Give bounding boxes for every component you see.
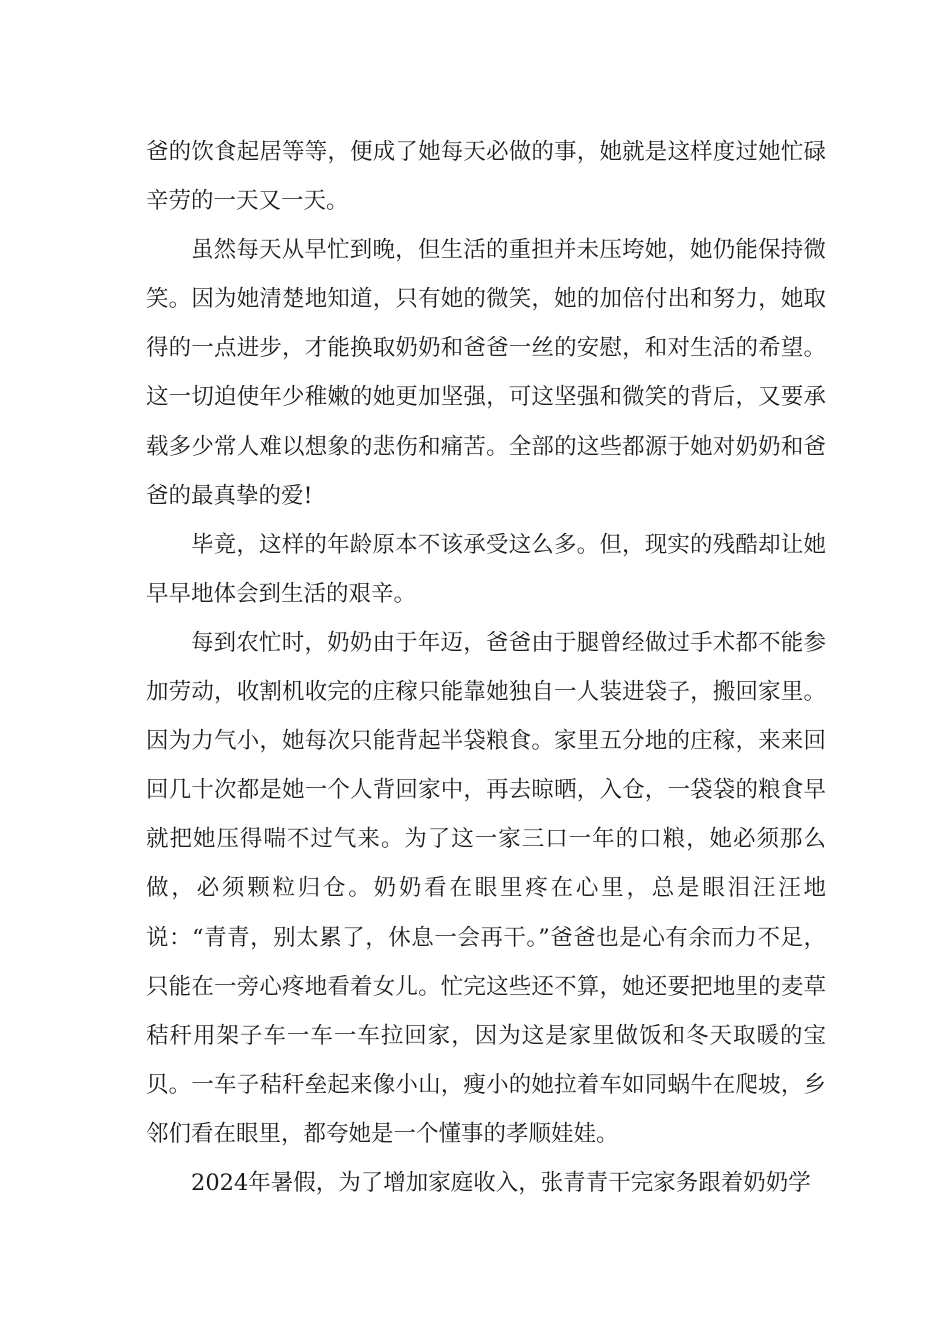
paragraph-1: 爸的饮食起居等等，便成了她每天必做的事，她就是这样度过她忙碌辛劳的一天又一天。 bbox=[146, 139, 826, 215]
paragraph-3: 毕竟，这样的年龄原本不该承受这么多。但，现实的残酷却让她早早地体会到生活的艰辛。 bbox=[146, 531, 826, 607]
paragraph-5: 2024年暑假，为了增加家庭收入，张青青干完家务跟着奶奶学 bbox=[191, 1169, 811, 1196]
paragraph-2: 虽然每天从早忙到晚，但生活的重担并未压垮她，她仍能保持微笑。因为她清楚地知道，只有她的微笑，她的加倍付出和努力，她取得的一点进步，才能换取奶奶和爸爸一丝的安慰，和对生活的希望。这一切迫使年少稚嫩的她更加坚强，可这坚强和微笑的背后，又要承载多少常人难以想象的悲伤和痛苦。全部的这些都源于她对奶奶和爸爸的最真挚的爱! bbox=[146, 237, 826, 509]
document-body bbox=[146, 128, 826, 1208]
paragraph-4: 每到农忙时，奶奶由于年迈，爸爸由于腿曾经做过手术都不能参加劳动，收割机收完的庄稼只能靠她独自一人装进袋子，搬回家里。因为力气小，她每次只能背起半袋粮食。家里五分地的庄稼，来来回回几十次都是她一个人背回家中，再去晾晒，入仓，一袋袋的粮食早就把她压得喘不过气来。为了这一家三口一年的口粮，她必须那么做，必须颗粒归仓。奶奶看在眼里疼在心里，总是眼泪汪汪地说：“青青，别太累了，休息一会再干。”爸爸也是心有余而力不足，只能在一旁心疼地看着女儿。忙完这些还不算，她还要把地里的麦草秸秆用架子车一车一车拉回家，因为这是家里做饭和冬天取暖的宝贝。一车子秸秆垒起来像小山，瘦小的她拉着车如同蜗牛在爬坡，乡邻们看在眼里，都夸她是一个懂事的孝顺娃娃。 bbox=[146, 629, 826, 1147]
